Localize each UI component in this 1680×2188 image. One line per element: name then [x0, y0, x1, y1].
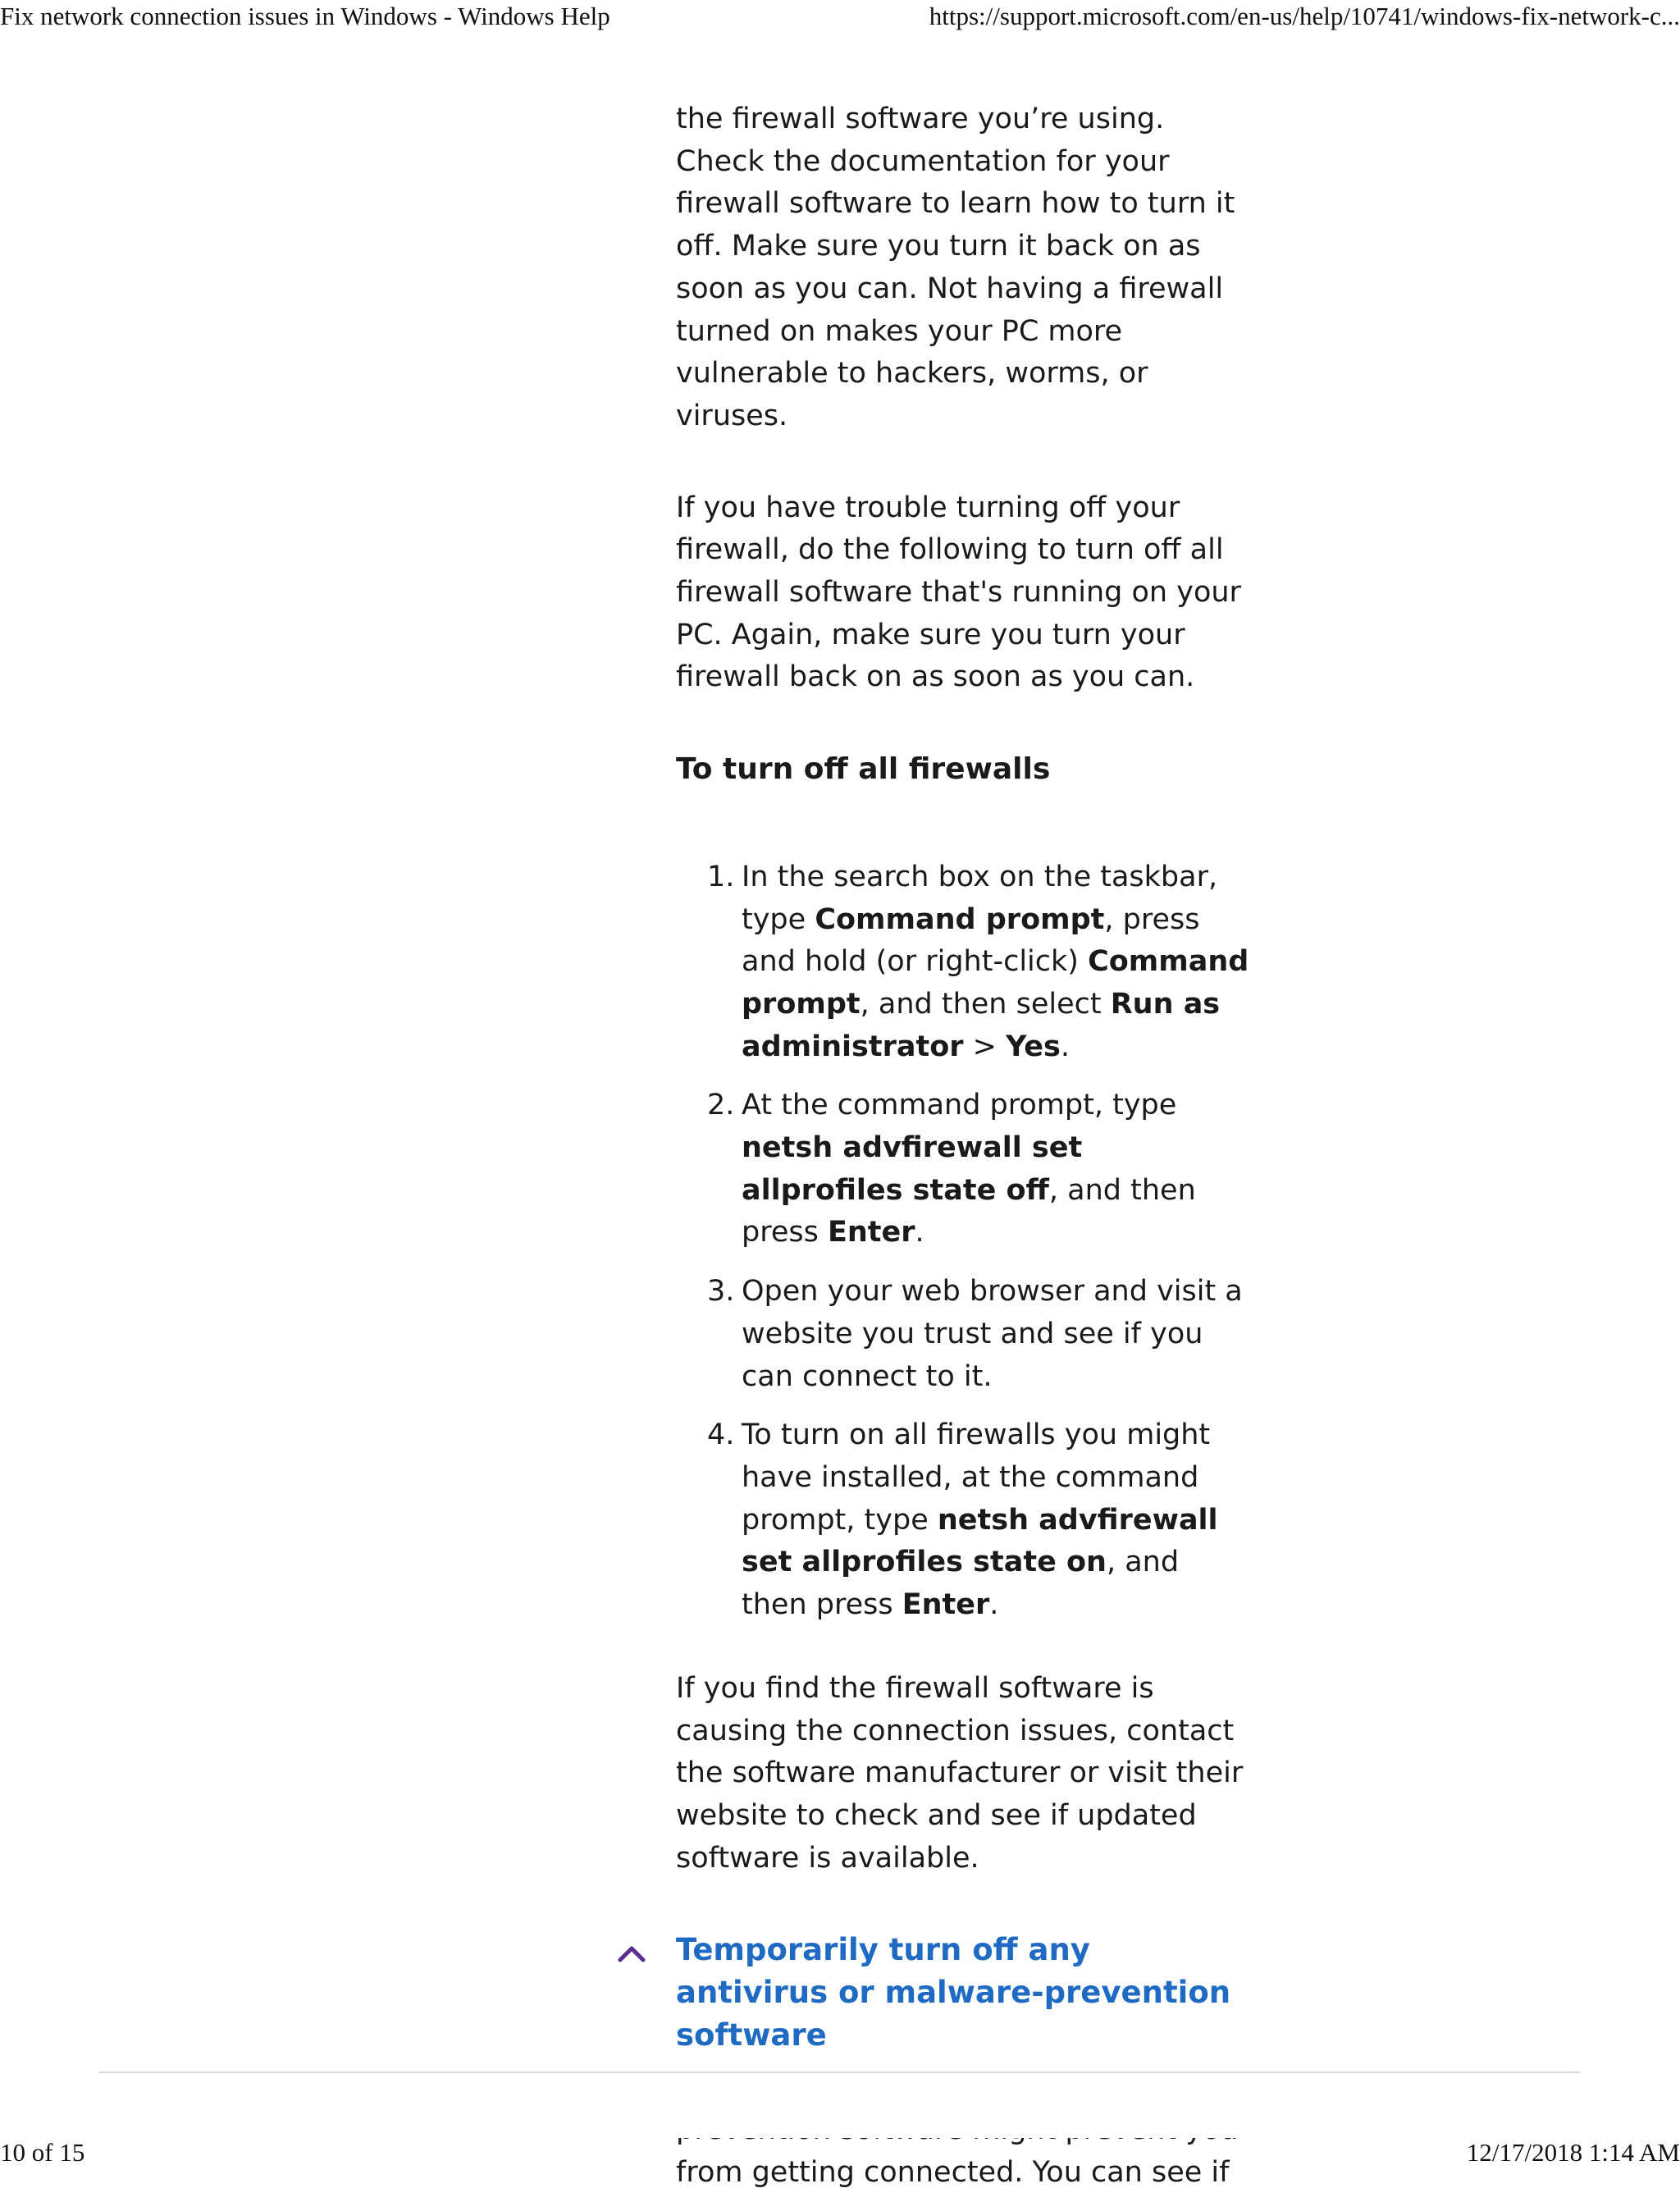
step-text: , and then press	[742, 1173, 1196, 1249]
section-subheading: To turn off all firewalls	[676, 752, 1051, 787]
emphasized-term: Yes	[1006, 1030, 1061, 1063]
step-text: To turn on all firewalls you might have installed, at the command prompt, type	[742, 1418, 1211, 1537]
step-text: , and then select	[860, 987, 1111, 1021]
step-text: At the command prompt, type	[742, 1089, 1177, 1122]
step-text: Open your web browser and visit a website you trust and see if you can connect to it.	[742, 1275, 1243, 1393]
list-item-number: 2.	[707, 1089, 735, 1122]
print-url: https://support.microsoft.com/en-us/help/10741/windows-fix-network-c...	[929, 2, 1680, 30]
emphasized-term: Run as administrator	[742, 987, 1221, 1063]
list-item-number: 1.	[707, 860, 735, 893]
print-timestamp: 12/17/2018 1:14 AM	[1466, 2138, 1680, 2167]
print-footer	[0, 2138, 1680, 2174]
step-text: .	[989, 1588, 999, 1622]
step-text: , and then press	[742, 1546, 1180, 1622]
list-item	[707, 1085, 1250, 1254]
list-item-number: 4.	[707, 1418, 735, 1452]
emphasized-term: Enter	[902, 1588, 990, 1622]
article-paragraph: If you find the firewall software is causing the connection issues, contact the software manufacturer or visit their website to check and see if updated software is available.	[676, 1671, 1244, 1875]
page-count: 10 of 15	[0, 2138, 85, 2167]
step-text: .	[915, 1216, 924, 1249]
article-paragraph: If you have trouble turning off your firewall, do the following to turn off all firewall software that's running on your PC. Again, make sure you turn your firewall back on as soon as you can.	[676, 491, 1241, 694]
step-text: , press and hold (or right-click)	[742, 902, 1200, 979]
article-body	[676, 98, 1250, 2188]
emphasized-term: netsh advfirewall set allprofiles state off	[742, 1131, 1083, 1207]
list-item	[707, 856, 1250, 1069]
page-cutoff	[0, 2074, 1680, 2138]
accordion-title-link[interactable]: Temporarily turn off any antivirus or malware-prevention software	[676, 1932, 1231, 2053]
chevron-up-icon[interactable]	[617, 1935, 646, 1960]
print-page-title: Fix network connection issues in Windows - Windows Help	[0, 2, 610, 30]
emphasized-term: netsh advfirewall set allprofiles state on	[742, 1503, 1218, 1579]
divider	[98, 2072, 1580, 2073]
emphasized-term: Command prompt	[742, 945, 1249, 1021]
step-text: .	[1060, 1030, 1070, 1063]
list-item	[707, 1414, 1250, 1627]
print-header	[0, 2, 1680, 38]
article-paragraph: the firewall software you’re using. Check the documentation for your firewall software to learn how to turn it off. Make sure you turn it back on as soon as you can. Not having a firewall turned on makes your PC more vulnerable to hackers, worms, or viruses.	[676, 103, 1235, 432]
accordion-body-text: from getting connected. You can see if	[676, 2155, 1230, 2188]
list-item	[707, 1271, 1250, 1398]
emphasized-term: Enter	[827, 1216, 915, 1249]
emphasized-term: Command prompt	[815, 902, 1105, 936]
step-text: In the search box on the taskbar, type	[742, 860, 1218, 936]
step-text: >	[963, 1030, 1007, 1063]
steps-list	[676, 856, 1250, 1627]
list-item-number: 3.	[707, 1275, 735, 1309]
